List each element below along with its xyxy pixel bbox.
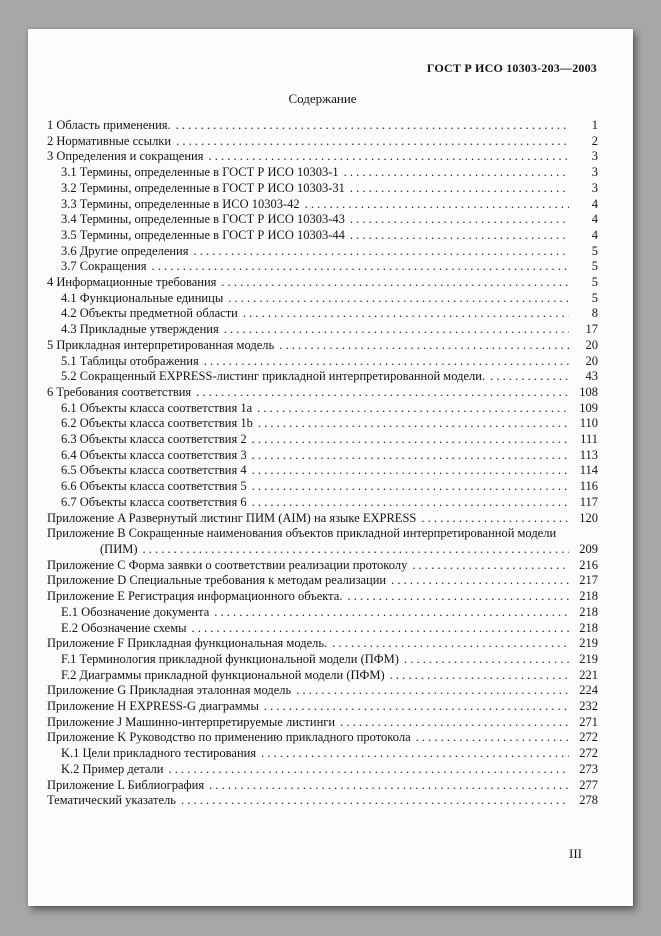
toc-entry xyxy=(47,291,598,307)
toc-entry-page-number: 5 xyxy=(591,275,598,290)
toc-entry xyxy=(47,369,598,385)
toc-entry-page-number: 110 xyxy=(579,416,598,431)
toc-entry-dot-leader xyxy=(214,605,569,621)
toc-entry-dot-leader xyxy=(252,479,569,495)
toc-entry xyxy=(47,228,598,244)
toc-entry-label: Приложение G Прикладная эталонная модель xyxy=(47,683,292,698)
toc-entry-label: Приложение D Специальные требования к методам реализации xyxy=(47,573,387,588)
toc-entry-label: Приложение C Форма заявки о соответствии реализации протоколу xyxy=(47,557,408,572)
toc-entry xyxy=(47,354,598,370)
toc-entry-label: 2 Нормативные ссылки xyxy=(47,133,172,148)
toc-entry-dot-leader xyxy=(176,134,569,150)
toc-entry-label: F.2 Диаграммы прикладной функциональной модели (ПФМ) xyxy=(61,667,385,682)
toc-entry-dot-leader xyxy=(350,228,569,244)
toc-entry-dot-leader xyxy=(350,212,569,228)
toc-entry-page-number: 273 xyxy=(579,761,598,776)
toc-entry-dot-leader xyxy=(305,197,569,213)
toc-entry-dot-leader xyxy=(257,401,569,417)
toc-entry-label: K.2 Пример детали xyxy=(61,761,164,776)
toc-entry-label: Приложение E Регистрация информационного объекта. xyxy=(47,589,343,604)
toc-entry-dot-leader xyxy=(421,511,569,527)
toc-entry-label: Тематический указатель xyxy=(47,793,176,808)
document-code-header: ГОСТ Р ИСО 10303-203—2003 xyxy=(426,61,597,75)
toc-entry-page-number: 109 xyxy=(579,400,598,415)
toc-entry xyxy=(47,306,598,322)
toc-entry xyxy=(47,683,598,699)
toc-entry-page-number: 5 xyxy=(591,290,598,305)
toc-entry xyxy=(47,416,598,432)
toc-entry xyxy=(47,542,598,558)
toc-entry-page-number: 232 xyxy=(579,699,598,714)
toc-entry xyxy=(47,715,598,731)
toc-entry-dot-leader xyxy=(209,778,569,794)
toc-entry-dot-leader xyxy=(243,306,569,322)
toc-entry-label: E.2 Обозначение схемы xyxy=(61,620,187,635)
toc-entries xyxy=(47,118,598,809)
toc-entry xyxy=(47,244,598,260)
toc-entry xyxy=(47,605,598,621)
toc-entry xyxy=(47,558,598,574)
toc-entry xyxy=(47,699,598,715)
toc-entry xyxy=(47,730,598,746)
toc-entry-label: 6.1 Объекты класса соответствия 1a xyxy=(61,400,253,415)
toc-entry-label: 1 Область применения. xyxy=(47,118,171,132)
document-page xyxy=(28,29,633,906)
toc-entry-label: E.1 Обозначение документа xyxy=(61,604,210,619)
toc-entry-label: 4.3 Прикладные утверждения xyxy=(61,322,219,337)
toc-entry xyxy=(47,526,598,542)
toc-entry xyxy=(47,212,598,228)
toc-entry-dot-leader xyxy=(252,495,569,511)
toc-entry-dot-leader xyxy=(208,149,569,165)
toc-entry xyxy=(47,668,598,684)
toc-entry-page-number: 5 xyxy=(591,243,598,258)
toc-entry-dot-leader xyxy=(347,589,569,605)
toc-entry-page-number: 3 xyxy=(591,180,598,195)
toc-entry-page-number: 3 xyxy=(591,149,598,164)
toc-entry-label: K.1 Цели прикладного тестирования xyxy=(61,746,257,761)
toc-entry-page-number: 209 xyxy=(579,541,598,556)
toc-entry-dot-leader xyxy=(252,432,569,448)
toc-entry-label: 4.2 Объекты предметной области xyxy=(61,306,238,321)
toc-entry-page-number: 218 xyxy=(579,589,598,604)
toc-entry xyxy=(47,134,598,150)
toc-entry-page-number: 224 xyxy=(579,683,598,698)
toc-entry-dot-leader xyxy=(344,165,569,181)
toc-entry-page-number: 114 xyxy=(579,463,598,478)
toc-entry-label: 6.5 Объекты класса соответствия 4 xyxy=(61,463,247,478)
toc-entry-label: 6.6 Объекты класса соответствия 5 xyxy=(61,479,247,494)
toc-entry xyxy=(47,793,598,809)
toc-entry-page-number: 20 xyxy=(585,337,598,352)
toc-entry xyxy=(47,573,598,589)
toc-entry-dot-leader xyxy=(279,338,569,354)
toc-entry xyxy=(47,338,598,354)
toc-entry-dot-leader xyxy=(196,385,569,401)
toc-title: Содержание xyxy=(288,91,357,106)
toc-entry xyxy=(47,511,598,527)
toc-entry-dot-leader xyxy=(194,244,570,260)
toc-entry-label: 3.3 Термины, определенные в ИСО 10303-42 xyxy=(61,196,300,211)
toc-entry-label: Приложение L Библиография xyxy=(47,777,205,792)
toc-entry-page-number: 116 xyxy=(579,479,598,494)
toc-entry-page-number: 278 xyxy=(579,793,598,808)
toc-entry-dot-leader xyxy=(168,762,569,778)
toc-entry-page-number: 272 xyxy=(579,746,598,761)
toc-entry-dot-leader xyxy=(340,715,569,731)
toc-entry-label: Приложение B Сокращенные наименования объектов прикладной интерпретированной модели xyxy=(47,526,557,541)
toc-entry-page-number: 113 xyxy=(579,447,598,462)
toc-entry-label: Приложение H EXPRESS-G диаграммы xyxy=(47,699,259,714)
toc-entry-dot-leader xyxy=(490,369,569,385)
toc-entry-page-number: 272 xyxy=(579,730,598,745)
toc-entry-label: 6 Требования соответствия xyxy=(47,384,192,399)
toc-entry-page-number: 3 xyxy=(591,165,598,180)
toc-entry xyxy=(47,432,598,448)
toc-entry xyxy=(47,118,598,134)
toc-entry xyxy=(47,401,598,417)
toc-entry-dot-leader xyxy=(181,793,569,809)
toc-entry-dot-leader xyxy=(264,699,569,715)
toc-entry xyxy=(47,165,598,181)
toc-entry xyxy=(47,181,598,197)
toc-entry-page-number: 4 xyxy=(591,196,598,211)
toc-entry xyxy=(47,322,598,338)
toc-entry-page-number: 17 xyxy=(585,322,598,337)
toc-entry-dot-leader xyxy=(192,621,569,637)
toc-entry-label: 3.4 Термины, определенные в ГОСТ Р ИСО 10303-43 xyxy=(61,212,345,227)
toc-entry-dot-leader xyxy=(391,573,569,589)
toc-entry-page-number: 120 xyxy=(579,510,598,525)
toc-entry-label: 3.1 Термины, определенные в ГОСТ Р ИСО 10303-1 xyxy=(61,165,339,180)
toc-entry-label: 3.2 Термины, определенные в ГОСТ Р ИСО 10303-31 xyxy=(61,180,345,195)
toc-entry-dot-leader xyxy=(228,291,569,307)
toc-entry-page-number: 1 xyxy=(591,118,598,132)
toc-entry-label: 6.3 Объекты класса соответствия 2 xyxy=(61,432,247,447)
toc-entry-page-number: 218 xyxy=(579,620,598,635)
toc-entry-page-number: 4 xyxy=(591,227,598,242)
toc-entry-dot-leader xyxy=(252,463,569,479)
toc-entry-dot-leader xyxy=(176,118,569,134)
toc-entry-page-number: 111 xyxy=(580,432,598,447)
toc-entry xyxy=(47,197,598,213)
toc-entry-label: 6.7 Объекты класса соответствия 6 xyxy=(61,494,247,509)
toc-entry-page-number: 2 xyxy=(591,133,598,148)
toc-entry xyxy=(47,636,598,652)
toc-entry-dot-leader xyxy=(204,354,569,370)
toc-entry-page-number: 8 xyxy=(591,306,598,321)
toc-entry-page-number: 20 xyxy=(585,353,598,368)
toc-entry-label: 4 Информационные требования xyxy=(47,275,217,290)
toc-entry-page-number: 219 xyxy=(579,636,598,651)
toc-entry-dot-leader xyxy=(261,746,569,762)
toc-entry-dot-leader xyxy=(332,636,569,652)
toc-entry xyxy=(47,463,598,479)
toc-entry xyxy=(47,652,598,668)
toc-entry xyxy=(47,495,598,511)
toc-entry-dot-leader xyxy=(404,652,569,668)
toc-entry-dot-leader xyxy=(350,181,569,197)
toc-entry-dot-leader xyxy=(143,542,570,558)
toc-entry-page-number: 217 xyxy=(579,573,598,588)
toc-entry-label: 6.2 Объекты класса соответствия 1b xyxy=(61,416,253,431)
toc-entry xyxy=(47,762,598,778)
toc-entry-page-number: 108 xyxy=(579,384,598,399)
toc-entry xyxy=(47,275,598,291)
toc-entry-label: 3.6 Другие определения xyxy=(61,243,189,258)
toc-entry-label: Приложение K Руководство по применению прикладного протокола xyxy=(47,730,411,745)
toc-entry-page-number: 221 xyxy=(579,667,598,682)
toc-entry-label: Приложение F Прикладная функциональная модель. xyxy=(47,636,328,651)
toc-entry xyxy=(47,259,598,275)
toc-entry-label: 6.4 Объекты класса соответствия 3 xyxy=(61,447,247,462)
toc-entry-page-number: 117 xyxy=(579,494,598,509)
toc-entry-dot-leader xyxy=(296,683,569,699)
toc-entry-page-number: 271 xyxy=(579,714,598,729)
toc-entry-label: 5 Прикладная интерпретированная модель xyxy=(47,337,275,352)
toc-entry-label: 4.1 Функциональные единицы xyxy=(61,290,224,305)
toc-entry-dot-leader xyxy=(416,730,569,746)
toc-entry xyxy=(47,778,598,794)
toc-entry-page-number: 5 xyxy=(591,259,598,274)
toc-entry-dot-leader xyxy=(152,259,569,275)
toc-entry-page-number: 277 xyxy=(579,777,598,792)
toc-entry-dot-leader xyxy=(252,448,569,464)
toc-entry xyxy=(47,149,598,165)
toc-entry-label: (ПИМ) xyxy=(100,541,138,556)
toc-entry-page-number: 4 xyxy=(591,212,598,227)
toc-entry-page-number: 219 xyxy=(579,651,598,666)
toc-entry-label: F.1 Терминология прикладной функциональной модели (ПФМ) xyxy=(61,651,399,666)
toc-entry-dot-leader xyxy=(224,322,569,338)
toc-entry-label: 3 Определения и сокращения xyxy=(47,149,204,164)
toc-entry-label: Приложение J Машинно-интерпретируемые листинги xyxy=(47,714,336,729)
toc-entry xyxy=(47,589,598,605)
toc-entry-dot-leader xyxy=(258,416,569,432)
toc-entry xyxy=(47,746,598,762)
toc-entry xyxy=(47,479,598,495)
toc-entry-page-number: 216 xyxy=(579,557,598,572)
toc-entry-label: 5.2 Сокращенный EXPRESS-листинг прикладной интерпретированной модели. xyxy=(61,369,486,384)
toc-entry-dot-leader xyxy=(390,668,569,684)
toc-entry-page-number: 218 xyxy=(579,604,598,619)
toc-entry xyxy=(47,621,598,637)
toc-entry xyxy=(47,385,598,401)
toc-entry-label: 3.7 Сокращения xyxy=(61,259,147,274)
toc-entry-dot-leader xyxy=(221,275,569,291)
toc-entry-label: Приложение A Развернутый листинг ПИМ (AIM) на языке EXPRESS xyxy=(47,510,417,525)
toc-entry-page-number: 43 xyxy=(585,369,598,384)
page-number-footer: III xyxy=(569,845,582,861)
toc-entry xyxy=(47,448,598,464)
toc-entry-dot-leader xyxy=(412,558,569,574)
toc-entry-label: 5.1 Таблицы отображения xyxy=(61,353,199,368)
toc-entry-label: 3.5 Термины, определенные в ГОСТ Р ИСО 10303-44 xyxy=(61,227,345,242)
